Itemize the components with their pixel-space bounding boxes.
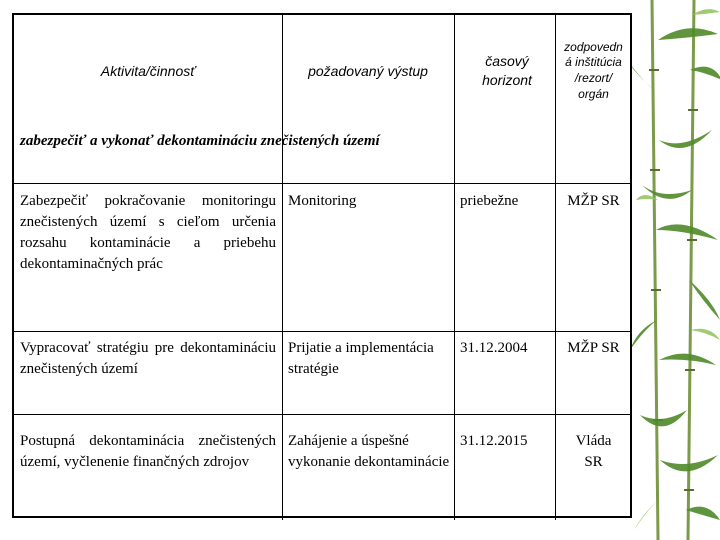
row-1-timeframe: priebežne: [460, 193, 519, 209]
section-title-text: zabezpečiť a vykonať dekontamináciu znečistených území: [20, 133, 380, 149]
bamboo-decoration: [632, 0, 720, 540]
row-2-activity: Vypracovať stratégiu pre dekontamináciu znečistených území: [20, 340, 276, 377]
header-responsible: [555, 15, 632, 127]
header-responsible-label: zodpovedn á inštitúcia /rezort/ orgán: [564, 39, 623, 101]
header-activity: [14, 15, 282, 127]
header-activity-label: Aktivita/činnosť: [100, 62, 196, 79]
row-3-timeframe: 31.12.2015: [460, 433, 528, 449]
header-output-label: požadovaný výstup: [308, 62, 428, 79]
row-divider: [14, 414, 632, 415]
header-timeframe-label: časový horizont: [482, 53, 532, 88]
row-3-activity: Postupná dekontaminácia znečistených území, vyčlenenie finančných zdrojov: [20, 433, 276, 470]
section-title: [20, 131, 450, 181]
row-2-responsible: MŽP SR: [567, 340, 620, 356]
row-1-output: Monitoring: [288, 193, 357, 209]
row-3-responsible: Vláda SR: [575, 433, 612, 470]
row-1-activity: Zabezpečiť pokračovanie monitoringu znečistených území s cieľom určenia rozsahu kontaminácie a priebehu dekontaminačných prác: [20, 193, 276, 272]
row-divider: [14, 183, 632, 184]
row-2-timeframe: 31.12.2004: [460, 340, 528, 356]
header-timeframe: [459, 15, 555, 127]
col-divider: [454, 15, 455, 520]
header-output: [282, 15, 454, 127]
row-2-output: Prijatie a implementácia stratégie: [288, 340, 434, 377]
row-3-output: Zahájenie a úspešné vykonanie dekontaminácie: [288, 433, 450, 470]
row-1-responsible: MŽP SR: [567, 193, 620, 209]
row-divider: [14, 331, 632, 332]
plan-table: [12, 13, 632, 518]
